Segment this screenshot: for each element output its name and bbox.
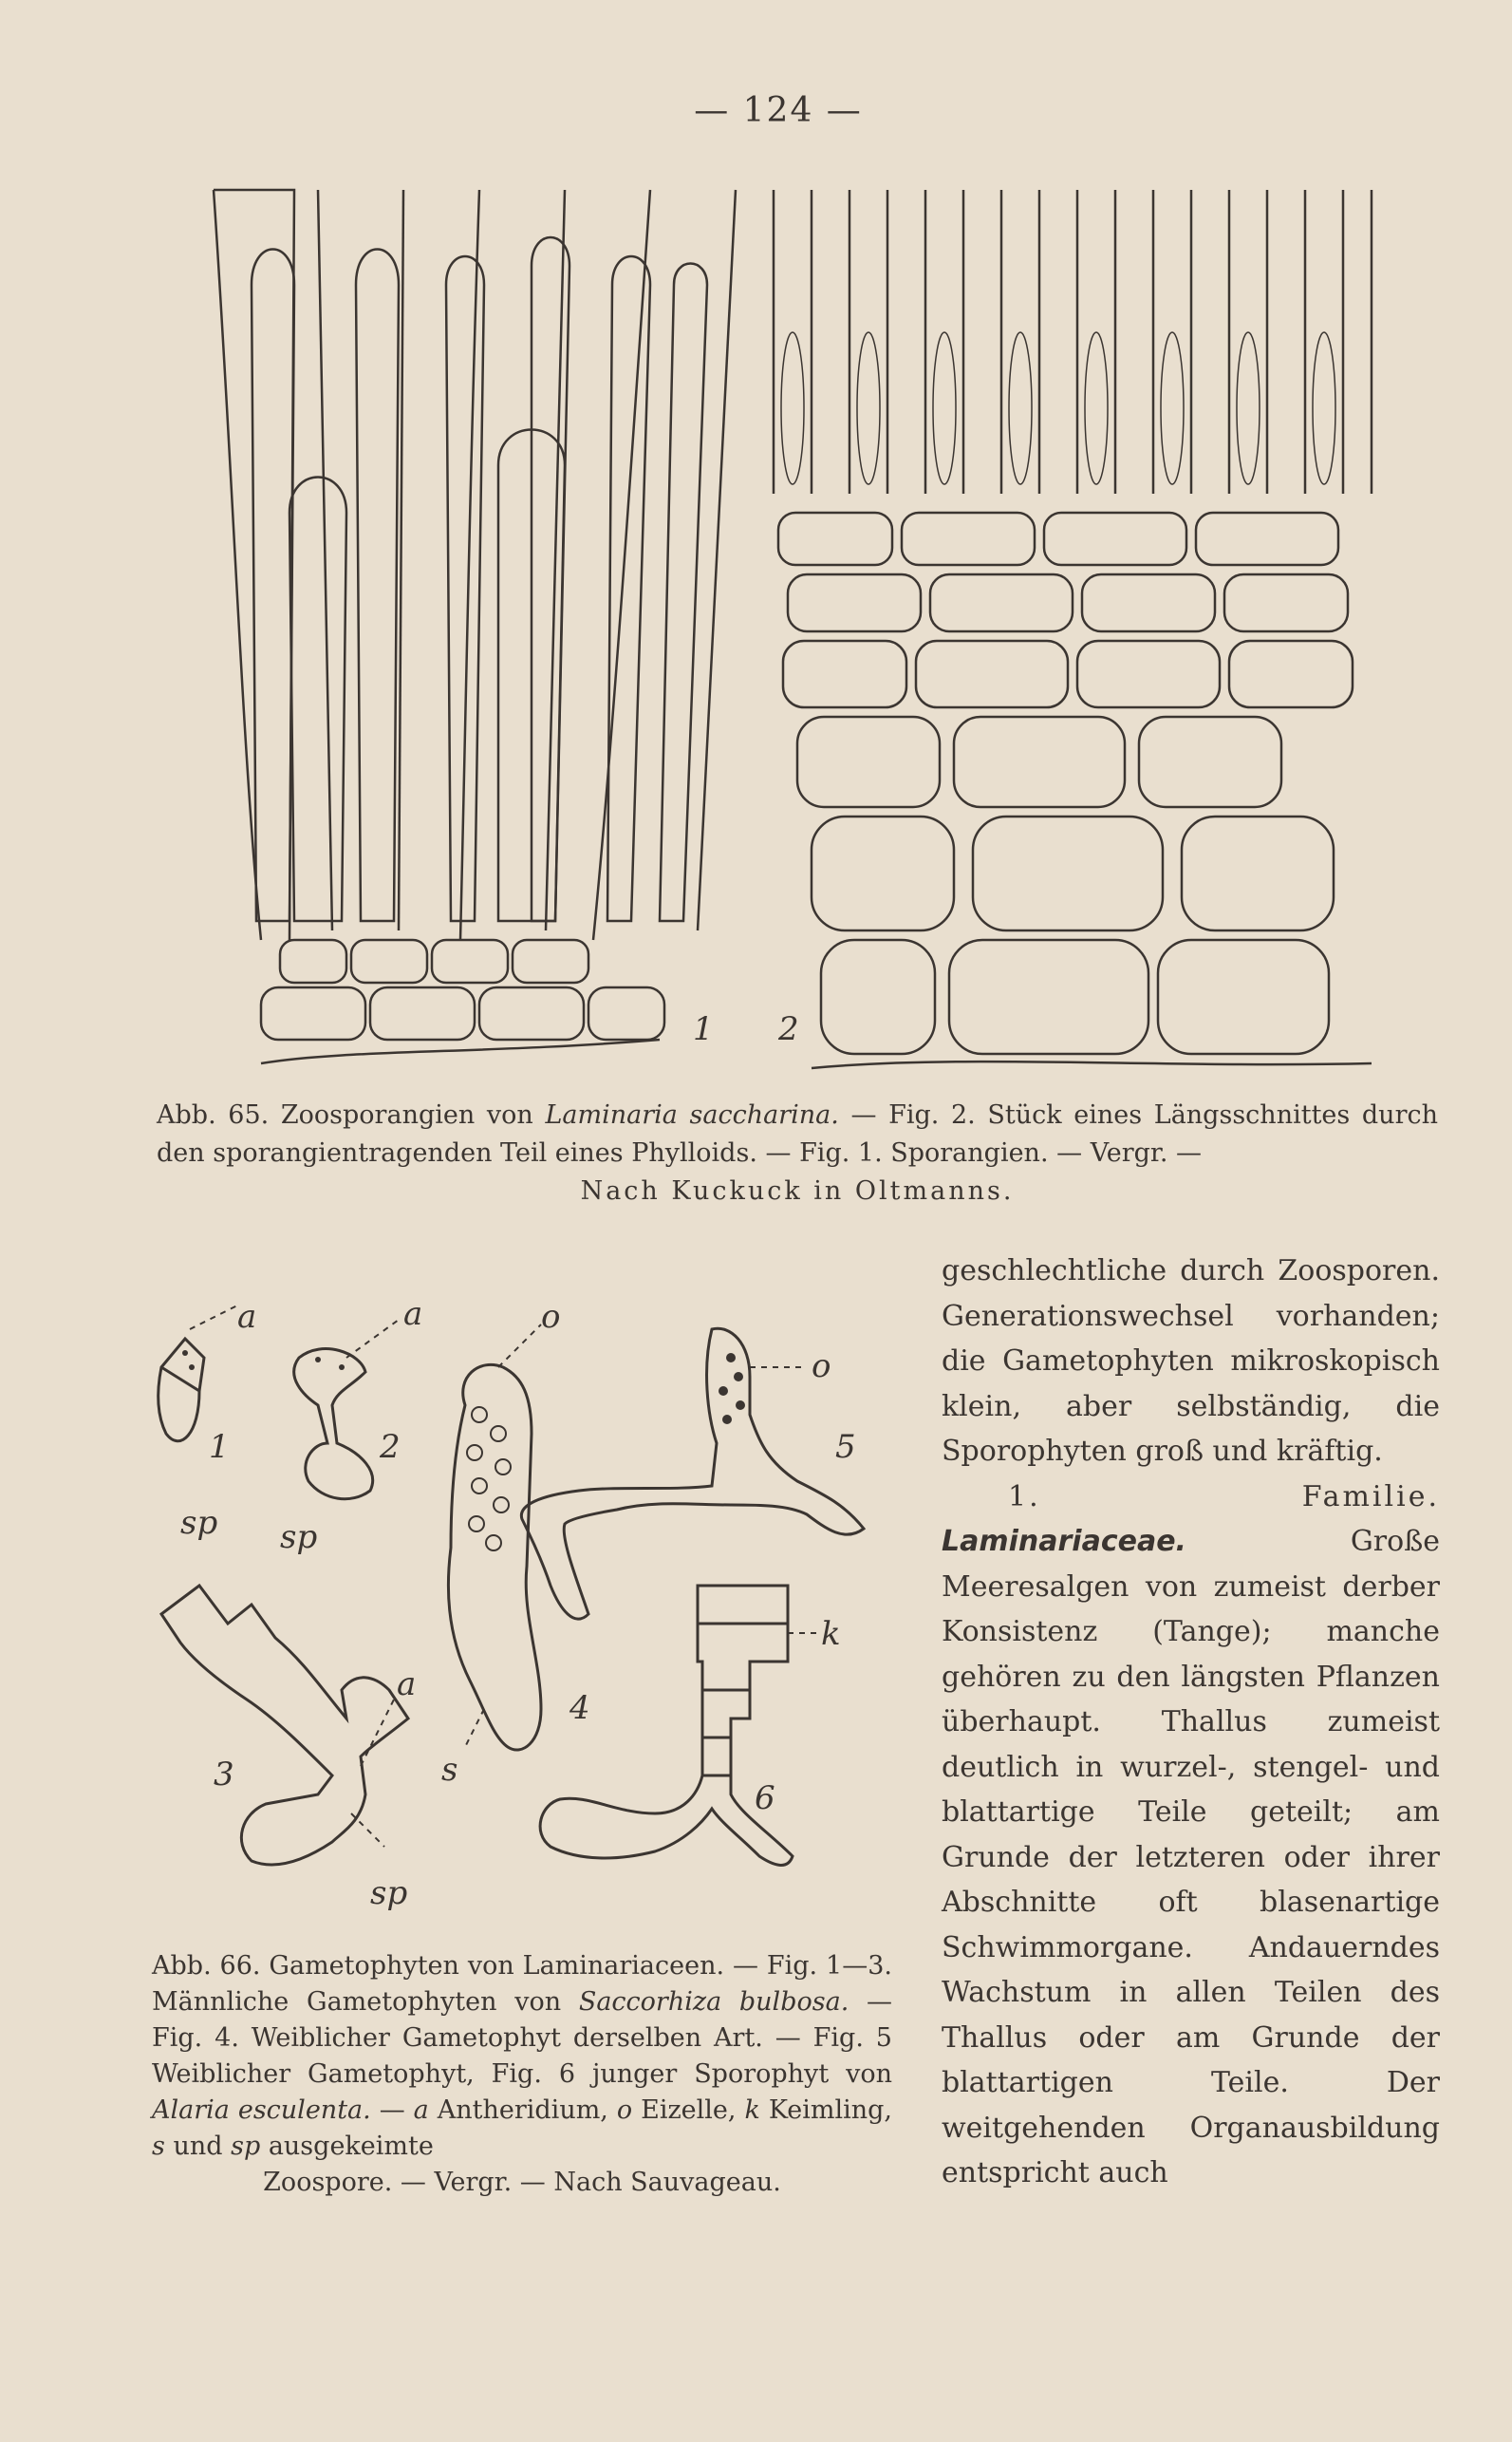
figure-66-label-a3: a bbox=[397, 1665, 417, 1703]
body-paragraph-2 bbox=[942, 1475, 1440, 2196]
figure-65-label-2: 2 bbox=[778, 1010, 799, 1048]
figure-66-caption-p5: Eizelle, bbox=[632, 2095, 745, 2125]
figure-66-label-a2: a bbox=[403, 1301, 423, 1333]
figure-66-caption-sp: sp bbox=[231, 2132, 261, 2161]
figure-66-label-6: 6 bbox=[755, 1779, 775, 1817]
figure-66-caption-p3: — bbox=[370, 2095, 414, 2125]
figure-66-label-3: 3 bbox=[214, 1756, 234, 1794]
figure-66-caption-p1: Abb. 66. Gametophyten von Laminariaceen. — Fig. 1—3. Männliche Gametophyten von bbox=[152, 1951, 892, 2017]
figure-66-label-o1: o bbox=[541, 1301, 561, 1336]
figure-66-label-2: 2 bbox=[380, 1428, 401, 1466]
figure-65-caption-last-line: Nach Kuckuck in Oltmanns. bbox=[580, 1176, 1015, 1206]
figure-66-label-sp1: sp bbox=[180, 1504, 218, 1542]
figure-66-caption-p8: ausgekeimte bbox=[260, 2132, 434, 2161]
figure-66-caption-k: k bbox=[744, 2095, 760, 2125]
figure-65-caption-part2: — Fig. 2. Stück eines Längsschnittes durch den sporangientragenden Teil eines Phylloids. — Fig. 1. Sporangien. — Vergr. — bbox=[157, 1100, 1438, 1168]
figure-65-caption-species: Laminaria saccharina. bbox=[545, 1100, 839, 1130]
figure-66-illustration bbox=[142, 1301, 902, 1946]
figure-66-caption bbox=[152, 1948, 892, 2201]
figure-66-caption-species2: Alaria esculenta. bbox=[152, 2095, 371, 2125]
figure-65-label-1: 1 bbox=[693, 1010, 714, 1048]
figure-66-label-5: 5 bbox=[835, 1428, 856, 1466]
figure-66-caption-p4: Antheridium, bbox=[428, 2095, 617, 2125]
figure-66-caption-a: a bbox=[413, 2095, 429, 2125]
figure-66-label-4: 4 bbox=[569, 1689, 590, 1727]
family-name: Laminariaceae. bbox=[942, 1525, 1186, 1558]
figure-66-caption-o: o bbox=[616, 2095, 633, 2125]
figure-66-caption-species1: Saccorhiza bulbosa. bbox=[578, 1987, 849, 2017]
figure-66-label-o2: o bbox=[812, 1347, 831, 1385]
figure-66-label-sp2: sp bbox=[280, 1518, 318, 1556]
figure-65-caption-part1: Abb. 65. Zoosporangien von bbox=[157, 1100, 546, 1130]
figure-66-label-a1: a bbox=[237, 1301, 257, 1336]
figure-65-caption bbox=[157, 1097, 1438, 1211]
figure-66-caption-p7: und bbox=[164, 2132, 232, 2161]
figure-66-label-s: s bbox=[441, 1751, 458, 1789]
figure-65-illustration bbox=[204, 180, 1381, 1082]
body-paragraph-2-text: Große Meeresalgen von zumeist derber Konsistenz (Tange); manche gehören zu den längsten Pflanzen überhaupt. Thallus zumeist deutlich in wurzel-, stengel- und blattartige Teile geteilt; am Grunde der letzteren oder ihrer Abschnitte oft blasenartige Schwimmorgane. Andauerndes Wachstum in allen Teilen des Thallus oder am Grunde der blattartigen Teile. Der weitgehenden Organausbildung entspricht auch bbox=[942, 1525, 1440, 2189]
figure-66-label-1: 1 bbox=[209, 1428, 230, 1466]
figure-66-label-k: k bbox=[821, 1615, 841, 1653]
body-text-column bbox=[942, 1249, 1440, 2196]
figure-66-caption-p2: — Fig. 4. Weiblicher Gametophyt derselben Art. — Fig. 5 Weiblicher Gametophyt, Fig. 6 junger Sporophyt von bbox=[152, 1987, 892, 2089]
page-number: — 124 — bbox=[694, 91, 863, 130]
figure-66-caption-p6: Keimling, bbox=[759, 2095, 893, 2125]
figure-66-caption-s: s bbox=[152, 2132, 165, 2161]
body-paragraph-1: geschlechtliche durch Zoosporen. Generationswechsel vorhanden; die Gametophyten mikroskopisch klein, aber selbständig, die Sporophyten groß und kräftig. bbox=[942, 1254, 1440, 1468]
figure-66-label-sp3: sp bbox=[370, 1874, 408, 1912]
family-heading: 1. Familie. bbox=[1008, 1479, 1440, 1513]
figure-66-caption-last-line: Zoospore. — Vergr. — Nach Sauvageau. bbox=[263, 2168, 781, 2197]
